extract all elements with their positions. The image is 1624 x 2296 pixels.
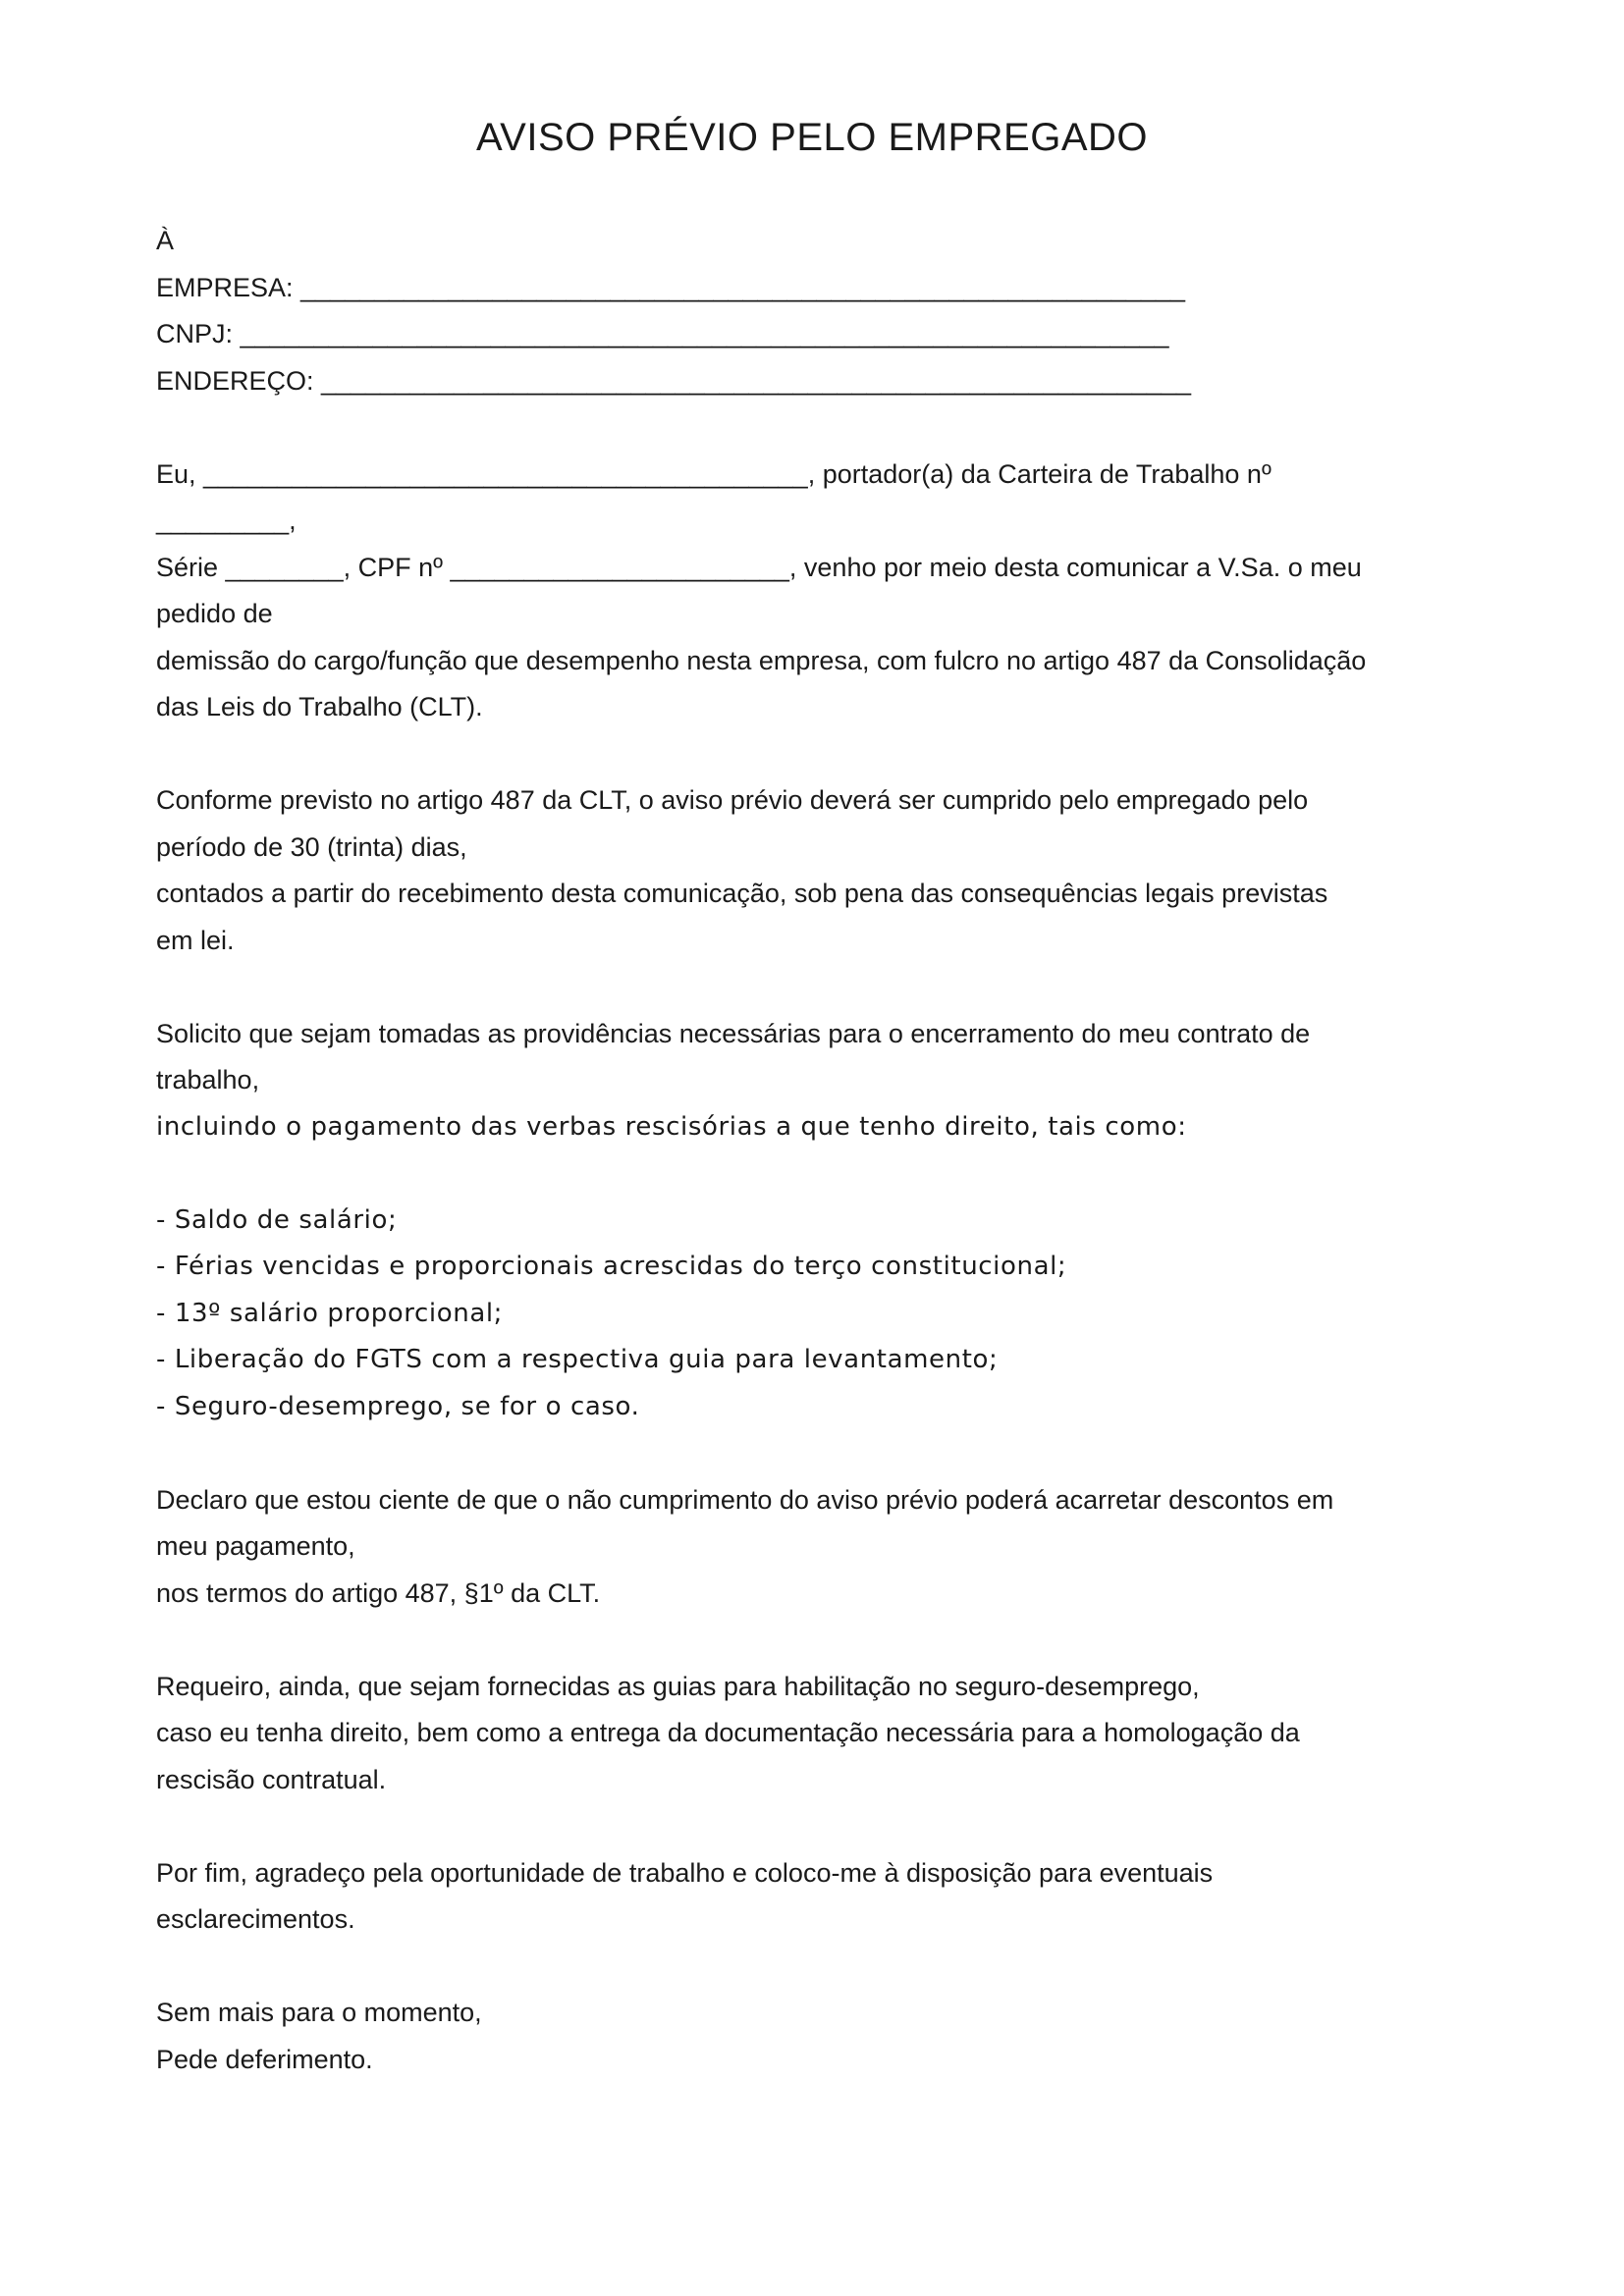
paragraph-line: Solicito que sejam tomadas as providências necessárias para o encerramento do meu contrato de [156, 1018, 1311, 1048]
closing-block [156, 1990, 1433, 2083]
paragraph-line: rescisão contratual. [156, 1764, 387, 1794]
paragraph-line: em lei. [156, 925, 235, 955]
list-item: - Férias vencidas e proporcionais acrescidas do terço constitucional; [156, 1252, 1067, 1281]
paragraph-line: Eu, _________________________________________, portador(a) da Carteira de Trabalho nº [156, 458, 1272, 489]
entitlements-list [156, 1198, 1433, 1431]
paragraph-request [156, 1011, 1433, 1151]
paragraph-line: período de 30 (trinta) dias, [156, 831, 467, 862]
paragraph-gap [156, 964, 1433, 1011]
paragraph-line: contados a partir do recebimento desta comunicação, sob pena das consequências legais previstas [156, 879, 1328, 908]
paragraph-gap [156, 1944, 1433, 1991]
paragraph-gap [156, 731, 1433, 778]
document-title: AVISO PRÉVIO PELO EMPREGADO [475, 116, 1149, 159]
cnpj-field: CNPJ: _______________________________________________________________ [156, 319, 1169, 348]
list-item: - 13º salário proporcional; [156, 1298, 504, 1328]
paragraph-line: nos termos do artigo 487, §1º da CLT. [156, 1577, 601, 1608]
paragraph-notice-period [156, 777, 1433, 964]
paragraph-line: Série ________, CPF nº _______________________, venho por meio desta comunicar a V.Sa. o meu [156, 552, 1362, 582]
paragraph-gap [156, 1430, 1433, 1477]
paragraph-line: demissão do cargo/função que desempenho nesta empresa, com fulcro no artigo 487 da Consolidação [156, 645, 1367, 675]
list-item: - Seguro-desemprego, se for o caso. [156, 1391, 640, 1421]
paragraph-line: Conforme previsto no artigo 487 da CLT, o aviso prévio deverá ser cumprido pelo empregado pelo [156, 785, 1309, 815]
paragraph-gap [156, 1803, 1433, 1850]
list-item: - Saldo de salário; [156, 1204, 398, 1235]
document-body [156, 218, 1433, 2083]
company-field: EMPRESA: ____________________________________________________________ [156, 272, 1186, 302]
paragraph-line: meu pagamento, [156, 1531, 355, 1561]
salutation: À [156, 226, 175, 255]
paragraph-line: _________, [156, 506, 297, 535]
paragraph-gap [156, 1617, 1433, 1664]
paragraph-thanks [156, 1850, 1433, 1944]
address-field: ENDEREÇO: ___________________________________________________________ [156, 365, 1191, 396]
paragraph-gap [156, 1150, 1433, 1198]
closing-line: Pede deferimento. [156, 2044, 373, 2074]
paragraph-line: caso eu tenha direito, bem como a entrega da documentação necessária para a homologação da [156, 1718, 1300, 1747]
recipient-block [156, 218, 1433, 404]
list-item: - Liberação do FGTS com a respectiva guia para levantamento; [156, 1345, 999, 1374]
paragraph-gap [156, 404, 1433, 452]
paragraph-documents-request [156, 1664, 1433, 1804]
paragraph-line: pedido de [156, 599, 273, 628]
paragraph-line: das Leis do Trabalho (CLT). [156, 692, 483, 721]
paragraph-acknowledgement [156, 1477, 1433, 1618]
closing-line: Sem mais para o momento, [156, 1998, 482, 2027]
paragraph-line: Declaro que estou ciente de que o não cumprimento do aviso prévio poderá acarretar descontos em [156, 1484, 1334, 1515]
paragraph-line: Por fim, agradeço pela oportunidade de trabalho e coloco-me à disposição para eventuais [156, 1857, 1214, 1888]
paragraph-line: Requeiro, ainda, que sejam fornecidas as guias para habilitação no seguro-desemprego, [156, 1671, 1200, 1701]
paragraph-line: incluindo o pagamento das verbas rescisórias a que tenho direito, tais como: [156, 1111, 1187, 1142]
paragraph-line: esclarecimentos. [156, 1904, 355, 1934]
paragraph-declaration [156, 452, 1433, 731]
paragraph-line: trabalho, [156, 1065, 260, 1095]
